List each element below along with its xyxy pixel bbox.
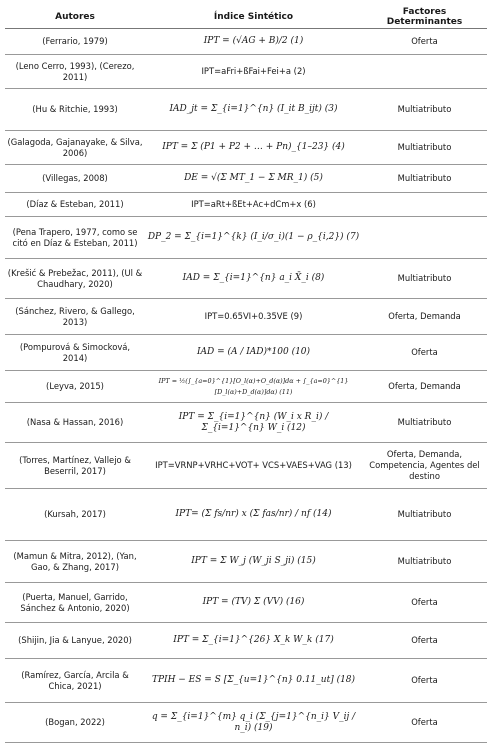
table-row: [5, 659, 487, 703]
table-row: [5, 193, 487, 217]
table-row: [5, 89, 487, 131]
header-row: [5, 6, 487, 29]
header-factors: Factores Determinantes: [362, 6, 487, 29]
formula-cell: IPT = Σ (P1 + P2 + … + Pn)_{1–23} (4): [145, 131, 362, 165]
authors-cell: (Mamun & Mitra, 2012), (Yan, Gao, & Zhang, 2017): [5, 541, 145, 583]
factors-cell: [362, 193, 487, 217]
factors-cell: Oferta: [362, 703, 487, 743]
formula-cell: TPIH − ES = S [Σ_{u=1}^{n} 0.11_ut] (18): [145, 659, 362, 703]
formula-cell: DP_2 = Σ_{i=1}^{k} (I_i/σ_i)(1 − ρ_{i,2}) (7): [145, 217, 362, 259]
formula-cell: DE = √(Σ MT_1 − Σ MR_1) (5): [145, 165, 362, 193]
factors-cell: Oferta: [362, 29, 487, 55]
formula-cell: IAD_jt = Σ_{i=1}^{n} (I_it B_ijt) (3): [145, 89, 362, 131]
table-row: [5, 165, 487, 193]
authors-cell: (Bogan, 2022): [5, 703, 145, 743]
table-row: [5, 259, 487, 299]
formula-cell: IPT = ½(∫_{a=0}^{1}[O_l(α)+O_d(α)]dα + ∫_{a=0}^{1}[D_l(α)+D_d(α)]dα) (11): [145, 371, 362, 403]
table-row: [5, 299, 487, 335]
table-row: [5, 489, 487, 541]
table-row: [5, 583, 487, 623]
table-row: [5, 703, 487, 743]
authors-cell: (Leyva, 2015): [5, 371, 145, 403]
authors-cell: (Pena Trapero, 1977, como se citó en Díaz & Esteban, 2011): [5, 217, 145, 259]
table-row: [5, 623, 487, 659]
formula-cell: IPT=0.65VI+0.35VE (9): [145, 299, 362, 335]
table-row: [5, 131, 487, 165]
factors-cell: [362, 55, 487, 89]
formula-cell: IPT= (Σ fs/nr) x (Σ fas/nr) / nf (14): [145, 489, 362, 541]
authors-cell: (Kursah, 2017): [5, 489, 145, 541]
table-row: [5, 443, 487, 489]
table-row: [5, 541, 487, 583]
authors-cell: (Pompurová & Simocková, 2014): [5, 335, 145, 371]
formula-cell: IPT = Σ_{i=1}^{n} (W_i x R_i) / Σ_{i=1}^{n} W_i (12): [145, 403, 362, 443]
formula-cell: IPT=VRNP+VRHC+VOT+ VCS+VAES+VAG (13): [145, 443, 362, 489]
authors-cell: (Torres, Martínez, Vallejo & Beserril, 2017): [5, 443, 145, 489]
factors-cell: Multiatributo: [362, 131, 487, 165]
factors-cell: Multiatributo: [362, 165, 487, 193]
factors-cell: [362, 217, 487, 259]
table-row: [5, 371, 487, 403]
factors-cell: Oferta: [362, 583, 487, 623]
factors-cell: Multiatributo: [362, 89, 487, 131]
factors-cell: Multiatributo: [362, 259, 487, 299]
factors-cell: Oferta: [362, 335, 487, 371]
authors-cell: (Ramírez, García, Arcila & Chica, 2021): [5, 659, 145, 703]
table-row: [5, 55, 487, 89]
authors-cell: (Krešić & Prebežac, 2011), (Ul & Chaudhary, 2020): [5, 259, 145, 299]
factors-cell: Oferta: [362, 623, 487, 659]
formula-cell: IPT=aRt+ßEt+Ac+dCm+x (6): [145, 193, 362, 217]
authors-cell: (Ferrario, 1979): [5, 29, 145, 55]
table-row: [5, 217, 487, 259]
formula-cell: IPT=aFri+ßFai+Fei+a (2): [145, 55, 362, 89]
formula-cell: IPT = Σ W_j (W_ji S_ji) (15): [145, 541, 362, 583]
header-authors: Autores: [5, 6, 145, 29]
authors-cell: (Leno Cerro, 1993), (Cerezo, 2011): [5, 55, 145, 89]
formula-cell: q = Σ_{i=1}^{m} q_i (Σ_{j=1}^{n_i} V_ij / n_i) (19): [145, 703, 362, 743]
authors-cell: (Villegas, 2008): [5, 165, 145, 193]
synthetic-index-table: [5, 6, 487, 743]
authors-cell: (Hu & Ritchie, 1993): [5, 89, 145, 131]
factors-cell: Multiatributo: [362, 541, 487, 583]
table-row: [5, 335, 487, 371]
authors-cell: (Puerta, Manuel, Garrido, Sánchez & Antonio, 2020): [5, 583, 145, 623]
formula-cell: IAD = (A / IAD)*100 (10): [145, 335, 362, 371]
formula-cell: IPT = Σ_{i=1}^{26} X_k W_k (17): [145, 623, 362, 659]
factors-cell: Oferta, Demanda, Competencia, Agentes del destino: [362, 443, 487, 489]
factors-cell: Oferta: [362, 659, 487, 703]
factors-cell: Multiatributo: [362, 489, 487, 541]
authors-cell: (Sánchez, Rivero, & Gallego, 2013): [5, 299, 145, 335]
table-row: [5, 403, 487, 443]
header-index: Índice Sintético: [145, 6, 362, 29]
formula-cell: IAD = Σ_{i=1}^{n} a_i X̄_i (8): [145, 259, 362, 299]
table-row: [5, 29, 487, 55]
formula-cell: IPT = (TV) Σ (VV) (16): [145, 583, 362, 623]
formula-cell: IPT = (√AG + B)/2 (1): [145, 29, 362, 55]
authors-cell: (Galagoda, Gajanayake, & Silva, 2006): [5, 131, 145, 165]
factors-cell: Multiatributo: [362, 403, 487, 443]
factors-cell: Oferta, Demanda: [362, 371, 487, 403]
authors-cell: (Shijin, Jia & Lanyue, 2020): [5, 623, 145, 659]
authors-cell: (Nasa & Hassan, 2016): [5, 403, 145, 443]
authors-cell: (Díaz & Esteban, 2011): [5, 193, 145, 217]
factors-cell: Oferta, Demanda: [362, 299, 487, 335]
